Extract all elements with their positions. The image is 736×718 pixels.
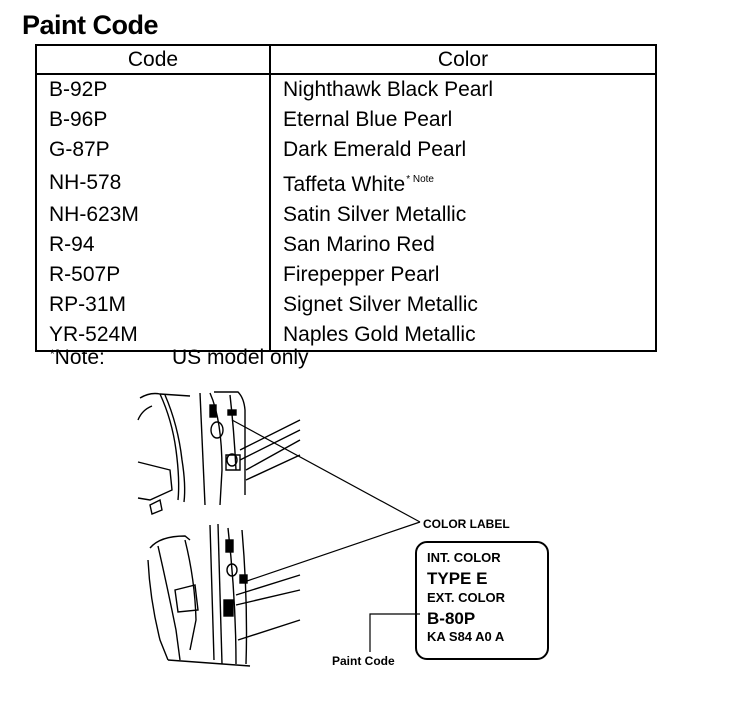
paint-code-caption: Paint Code <box>332 654 395 668</box>
color-label <box>415 541 549 660</box>
paint-code-cell: G-87P <box>36 135 270 165</box>
paint-code-cell: R-507P <box>36 260 270 290</box>
footnote-label-text: Note: <box>54 346 105 369</box>
ext-color-text: EXT. COLOR <box>427 590 506 605</box>
paint-color-name: San Marino Red <box>283 233 435 256</box>
paint-color-name: Taffeta White <box>283 173 406 196</box>
paint-color-name: Eternal Blue Pearl <box>283 108 453 131</box>
paint-color-name: Dark Emerald Pearl <box>283 138 467 161</box>
paint-color-name: Signet Silver Metallic <box>283 293 478 316</box>
code-column-header: Code <box>36 45 270 74</box>
paint-color-name: Nighthawk Black Pearl <box>283 78 494 101</box>
paint-code-cell: B-92P <box>36 74 270 105</box>
upper-door-view <box>138 392 300 514</box>
paint-code-cell: R-94 <box>36 230 270 260</box>
footnote-marker: * <box>50 347 55 361</box>
lower-door-view <box>148 524 300 666</box>
paint-color-name: Naples Gold Metallic <box>283 323 476 346</box>
paint-code-cell: NH-578 <box>36 165 270 200</box>
color-column-header: Color <box>270 45 656 74</box>
paint-code-cell: YR-524M <box>36 320 270 351</box>
label-paint-code: B-80P <box>427 609 476 628</box>
paint-code-cell: B-96P <box>36 105 270 135</box>
paint-code-cell: RP-31M <box>36 290 270 320</box>
note-marker: * Note <box>406 174 434 185</box>
footnote-text: US model only <box>172 346 309 369</box>
paint-code-cell: NH-623M <box>36 200 270 230</box>
int-color-text: INT. COLOR <box>427 550 501 565</box>
page-title: Paint Code <box>22 10 159 40</box>
color-label-caption: COLOR LABEL <box>423 517 510 531</box>
label-serial: KA S84 A0 A <box>427 629 505 644</box>
paint-color-name: Satin Silver Metallic <box>283 203 467 226</box>
type-text: TYPE E <box>427 569 488 588</box>
paint-color-name: Firepepper Pearl <box>283 263 440 286</box>
